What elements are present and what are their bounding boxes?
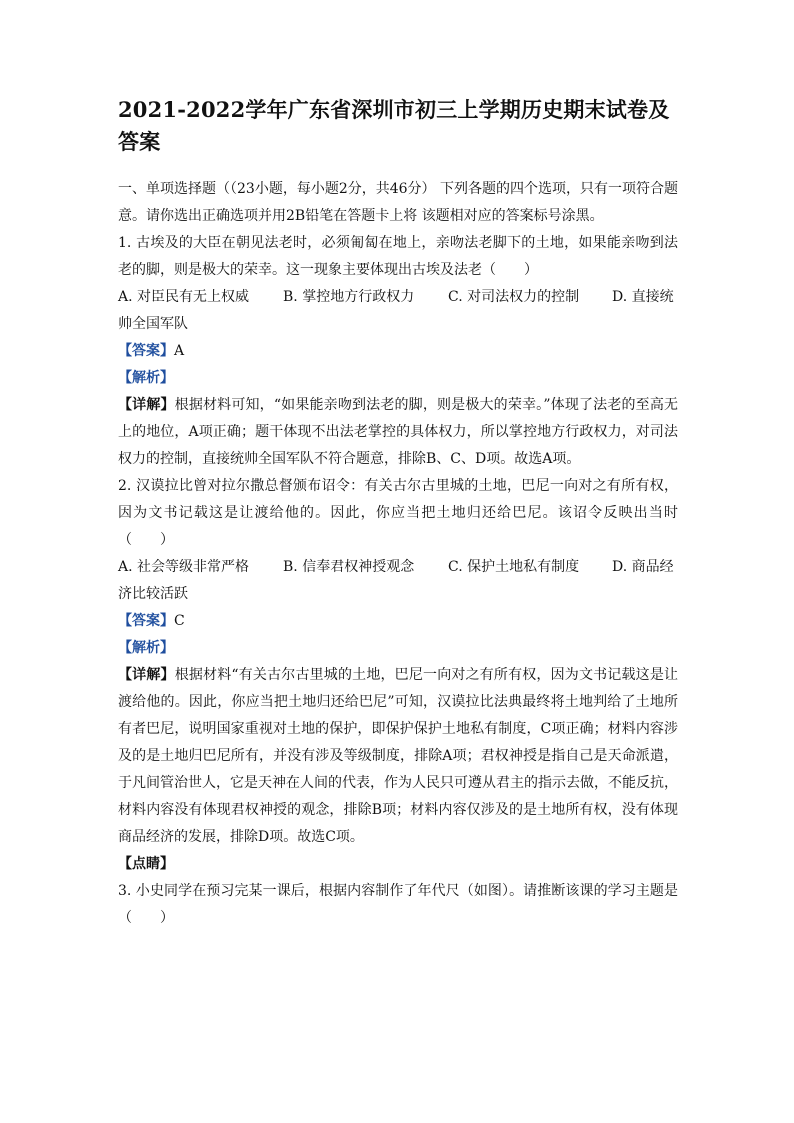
analysis-tag: 【解析】 bbox=[118, 640, 174, 656]
detail-tag: 【详解】 bbox=[118, 667, 175, 683]
option-d: D. 商品经 bbox=[612, 559, 674, 575]
answer-tag: 【答案】 bbox=[118, 613, 174, 629]
section-instructions: 一、单项选择题（（23小题，每小题2分，共46分） 下列各题的四个选项，只有一项符合题意。请你选出正确选项并用2B铅笔在答题卡上将 该题相对应的答案标号涂黑。 bbox=[118, 181, 678, 224]
answer-tag: 【答案】 bbox=[118, 343, 174, 359]
option-a: A. 社会等级非常严格 bbox=[118, 559, 250, 575]
question-stem: 2. 汉谟拉比曾对拉尔撒总督颁布诏令：有关古尔古里城的土地，巴尼一向对之有所有权，因为文书记载这是让渡给他的。因此，你应当把土地归还给巴尼。该诏令反映出当时（ ） bbox=[118, 478, 678, 548]
option-b: B. 信奉君权神授观念 bbox=[283, 559, 415, 575]
question-stem: 1. 古埃及的大臣在朝见法老时，必须匍匐在地上，亲吻法老脚下的土地，如果能亲吻到法老的脚，则是极大的荣幸。这一现象主要体现出古埃及法老（ ） bbox=[118, 235, 678, 278]
option-a: A. 对臣民有无上权威 bbox=[118, 289, 250, 305]
document-title: 2021-2022学年广东省深圳市初三上学期历史期末试卷及答案 bbox=[118, 97, 670, 154]
document-page bbox=[118, 94, 678, 932]
remark-line bbox=[118, 851, 678, 878]
option-c: C. 保护土地私有制度 bbox=[448, 559, 580, 575]
analysis-tag: 【解析】 bbox=[118, 370, 174, 386]
question-1 bbox=[118, 230, 678, 473]
option-d: D. 直接统 bbox=[612, 289, 674, 305]
detail-text: 根据材料可知，“如果能亲吻到法老的脚，则是极大的荣幸。”体现了法老的至高无上的地位，A项正确；题干体现不出法老掌控的具体权力，所以掌控地方行政权力，对司法权力的控制，直接统帅全国军队不符合题意，排除B、C、D项。故选A项。 bbox=[118, 397, 679, 467]
analysis-line bbox=[118, 635, 678, 662]
option-c: C. 对司法权力的控制 bbox=[448, 289, 580, 305]
option-b: B. 掌控地方行政权力 bbox=[283, 289, 415, 305]
question-3 bbox=[118, 878, 678, 932]
options-row bbox=[118, 554, 678, 581]
detail-tag: 【详解】 bbox=[118, 397, 175, 413]
answer-line bbox=[118, 338, 678, 365]
detail-paragraph bbox=[118, 392, 678, 473]
options-row bbox=[118, 284, 678, 311]
option-d-continued: 济比较活跃 bbox=[118, 586, 188, 602]
remark-tag: 【点睛】 bbox=[118, 856, 174, 872]
detail-text: 根据材料“有关古尔古里城的土地，巴尼一向对之有所有权，因为文书记载这是让渡给他的。因此，你应当把土地归还给巴尼”可知，汉谟拉比法典最终将土地判给了土地所有者巴尼，说明国家重视对土地的保护，即保护保护土地私有制度，C项正确；材料内容涉及的是土地归巴尼所有，并没有涉及等级制度，排除A项；君权神授是指自己是天命派遣，于凡间管治世人，它是天神在人间的代表，作为人民只可遵从君主的指示去做，不能反抗，材料内容没有体现君权神授的观念，排除B项；材料内容仅涉及的是土地所有权，没有体现商品经济的发展，排除D项。故选C项。 bbox=[118, 667, 679, 845]
answer-line bbox=[118, 608, 678, 635]
detail-paragraph bbox=[118, 662, 678, 851]
option-d-continued: 帅全国军队 bbox=[118, 316, 188, 332]
question-stem: 3. 小史同学在预习完某一课后，根据内容制作了年代尺（如图）。请推断该课的学习主题是（ ） bbox=[118, 883, 678, 926]
question-2 bbox=[118, 473, 678, 878]
answer-value: A bbox=[174, 343, 185, 359]
analysis-line bbox=[118, 365, 678, 392]
answer-value: C bbox=[174, 613, 185, 629]
